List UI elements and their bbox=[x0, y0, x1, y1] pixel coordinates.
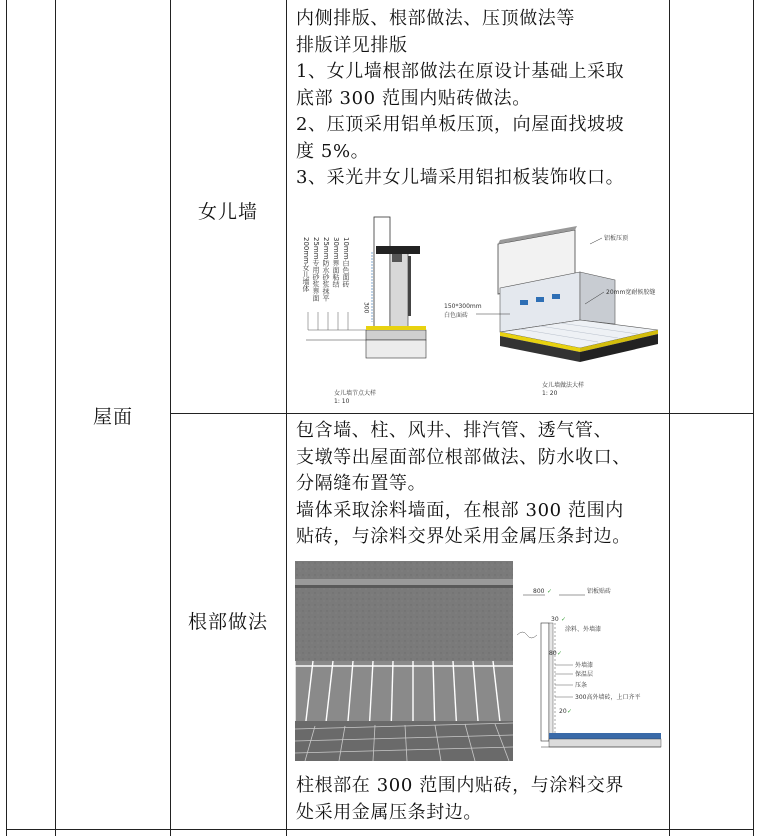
svg-text:✓: ✓ bbox=[561, 616, 567, 623]
description-line: 底部 300 范围内贴砖做法。 bbox=[296, 87, 531, 109]
description-line: 内侧排版、根部做法、压顶做法等 bbox=[296, 8, 575, 29]
wall-base-section-drawing bbox=[515, 583, 665, 758]
item-cell-base-detail: 根部做法 bbox=[187, 610, 268, 633]
section-dimension: 300 bbox=[362, 302, 370, 314]
item-cell-parapet: 女儿墙 bbox=[197, 200, 258, 223]
note-tile-300: 300高外墙砖，上口齐平 bbox=[575, 694, 641, 701]
dim-a: 30 bbox=[551, 616, 559, 623]
iso-scale: 1: 20 bbox=[542, 390, 558, 397]
description-line: 3、采光井女儿墙采用铝扣板装饰收口。 bbox=[296, 167, 625, 188]
table-col-divider bbox=[669, 0, 670, 836]
description-line: 处采用金属压条封边。 bbox=[296, 801, 482, 823]
section-note: 200mm女儿墙体 bbox=[302, 237, 310, 292]
svg-text:✓: ✓ bbox=[547, 588, 553, 595]
section-scale: 1: 10 bbox=[334, 398, 350, 405]
svg-text:✓: ✓ bbox=[567, 708, 573, 715]
description-line: 柱根部在 300 范围内贴砖，与涂料交界 bbox=[296, 775, 624, 796]
wall-base-render bbox=[295, 561, 513, 761]
table-col-divider bbox=[286, 0, 287, 836]
table-border-left bbox=[6, 0, 7, 836]
section-note: 30mm界面粘结 bbox=[332, 237, 340, 288]
iso-label-tile-size: 150*300mm bbox=[444, 303, 482, 310]
section-caption: 女儿墙节点大样 bbox=[334, 390, 377, 397]
description-line: 排版详见排版 bbox=[296, 34, 408, 56]
iso-label-tile: 白色面砖 bbox=[444, 312, 469, 319]
parapet-isometric-drawing bbox=[440, 222, 668, 410]
description-line: 贴砖，与涂料交界处采用金属压条封边。 bbox=[296, 526, 631, 547]
note-paint: 涂料、外墙漆 bbox=[565, 626, 602, 633]
table-border-bottom bbox=[6, 829, 754, 830]
dim-top: 800 bbox=[533, 588, 545, 595]
description-line: 1、女儿墙根部做法在原设计基础上采取 bbox=[296, 61, 625, 82]
base-detail-description bbox=[296, 418, 664, 551]
iso-caption: 女儿墙做法大样 bbox=[542, 382, 585, 389]
note-exterior-paint: 外墙漆 bbox=[575, 662, 594, 669]
svg-text:✓: ✓ bbox=[557, 650, 563, 657]
section-note: 25mm防水砂浆抹平 bbox=[322, 237, 330, 302]
row-divider bbox=[170, 413, 754, 414]
table-col-divider bbox=[170, 0, 171, 836]
parapet-section-drawing bbox=[296, 212, 456, 408]
description-line: 墙体采取涂料墙面，在根部 300 范围内 bbox=[296, 499, 624, 521]
dim-b: 80 bbox=[549, 650, 557, 657]
description-line: 2、压顶采用铝单板压顶，向屋面找坡坡 bbox=[296, 114, 625, 135]
table-border-right bbox=[753, 0, 754, 836]
description-line: 支墩等出屋面部位根部做法、防水收口、 bbox=[296, 446, 631, 468]
note-insulation: 保温层 bbox=[575, 671, 594, 678]
description-line: 包含墙、柱、风井、排汽管、透气管、 bbox=[296, 420, 613, 441]
description-line: 度 5%。 bbox=[296, 140, 370, 162]
iso-label-sealant: 20mm宽耐候胶缝 bbox=[606, 289, 656, 296]
description-line: 分隔缝布置等。 bbox=[296, 473, 427, 494]
parapet-description bbox=[296, 6, 664, 192]
dim-c: 20 bbox=[559, 708, 567, 715]
note-strip: 压条 bbox=[575, 682, 588, 689]
column-base-description bbox=[296, 773, 664, 826]
iso-label-coping: 铝板压顶 bbox=[604, 235, 629, 242]
category-cell: 屋面 bbox=[92, 405, 133, 428]
note-tile: 铝板贴砖 bbox=[587, 588, 612, 595]
section-note: 10mm白色面砖 bbox=[342, 237, 350, 288]
section-note: 25mm专用砂浆界面 bbox=[312, 237, 320, 302]
